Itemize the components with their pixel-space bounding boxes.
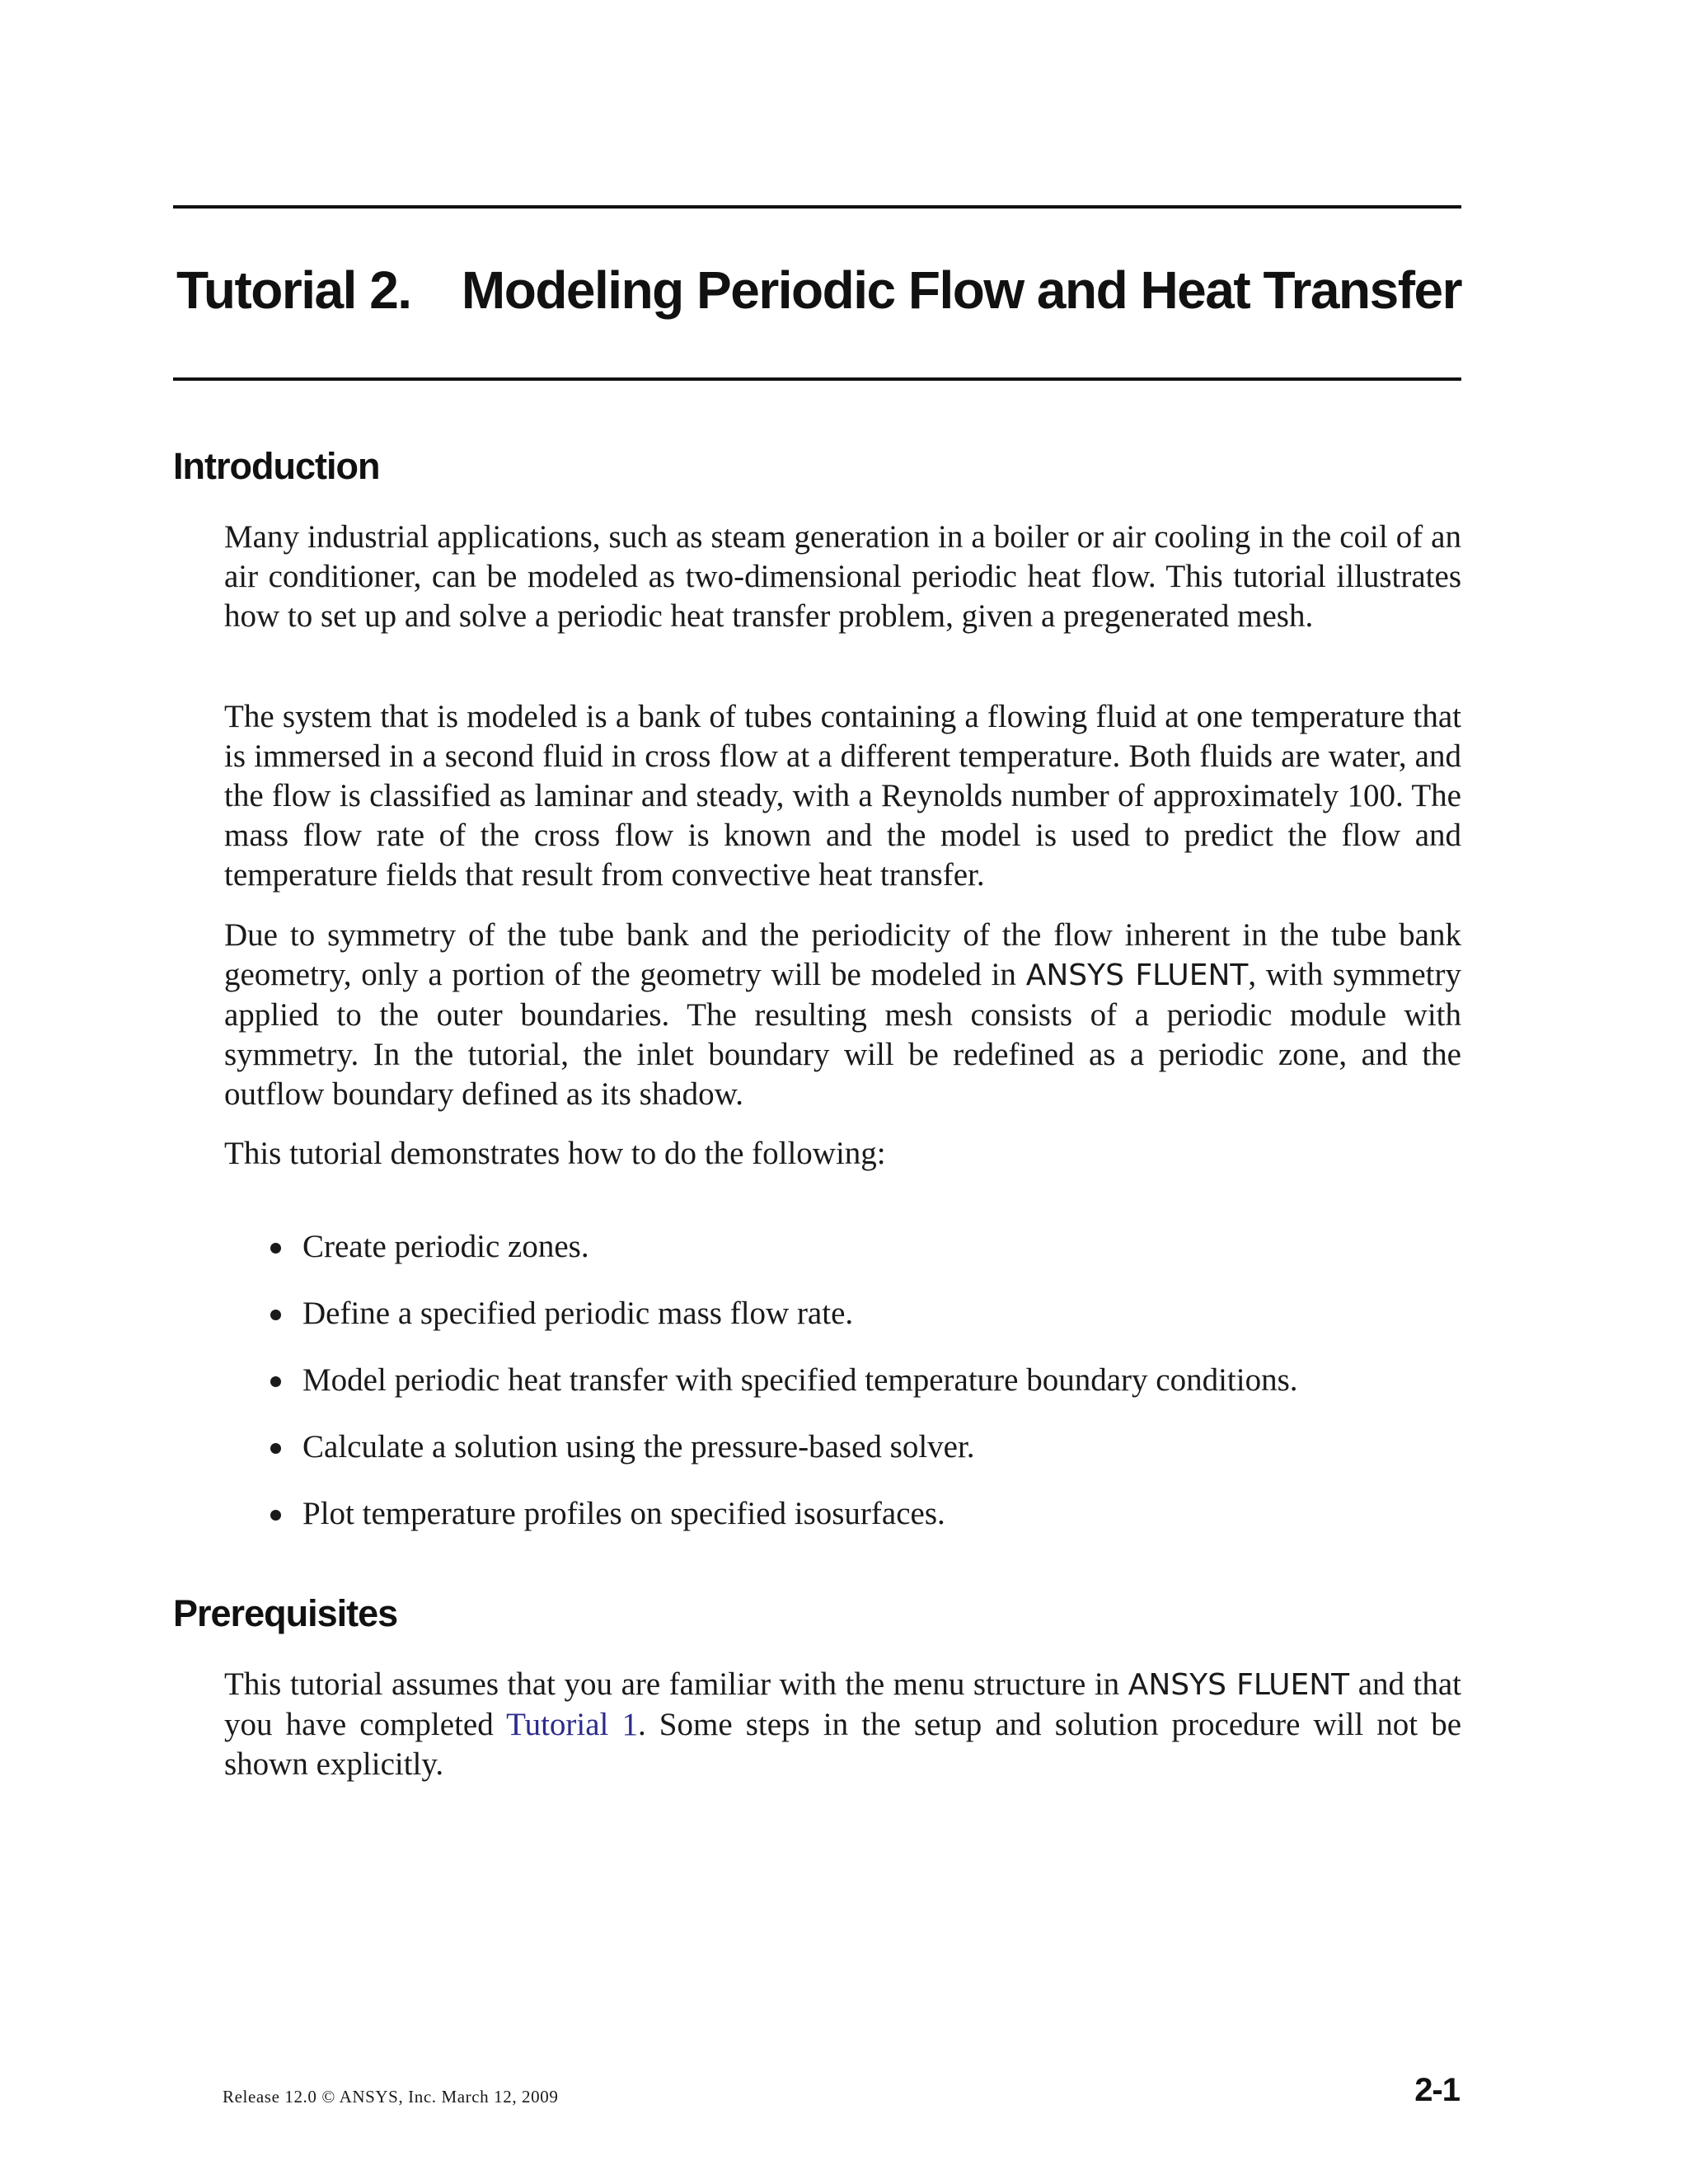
- footer-release: Release 12.0 © ANSYS, Inc. March 12, 2009: [223, 2087, 559, 2107]
- intro-paragraph-2-text: The system that is modeled is a bank of tubes containing a flowing fluid at one temperature that is immersed in a second fluid in cross flow at a different temperature. Both fluids are water, and the flow is classified as laminar and steady, with a Reynolds number of approximately 100. The mass flow rate of the cross flow is known and the model is used to predict the flow and temperature fields that result from convective heat transfer.: [224, 699, 1461, 893]
- prereq-text-before: This tutorial assumes that you are familiar with the menu structure in: [224, 1666, 1120, 1702]
- intro-paragraph-3: [224, 916, 1461, 1114]
- list-item-text: Calculate a solution using the pressure-based solver.: [302, 1429, 975, 1465]
- list-item-text: Define a specified periodic mass flow rate.: [302, 1296, 854, 1331]
- intro-paragraph-3-after: , with symmetry applied to the outer boundaries. The resulting mesh consists of a periodic module with symmetry. In the tutorial, the inlet boundary will be redefined as a periodic zone, and the outflow boundary defined as its shadow.: [224, 957, 1461, 1112]
- prerequisites-paragraph: [224, 1665, 1461, 1784]
- bullet-icon: [270, 1310, 281, 1320]
- intro-paragraph-3-text: [224, 916, 1461, 1114]
- intro-paragraph-1: [224, 518, 1461, 636]
- list-item: [265, 1427, 1298, 1494]
- page-number: 2-1: [1414, 2072, 1460, 2108]
- page-title: Modeling Periodic Flow and Heat Transfer: [461, 260, 1461, 320]
- intro-paragraph-4-text: This tutorial demonstrates how to do the following:: [224, 1136, 886, 1171]
- bullet-icon: [270, 1243, 281, 1254]
- bullet-icon: [270, 1510, 281, 1521]
- software-name: ANSYS FLUENT: [1128, 1668, 1350, 1702]
- intro-paragraph-3-before: Due to symmetry of the tube bank and the periodicity of the flow inherent in the tube bank geometry, only a portion of the geometry will be modeled in: [224, 917, 1461, 992]
- list-item: [265, 1227, 1298, 1294]
- bullet-icon: [270, 1443, 281, 1454]
- list-item: [265, 1361, 1298, 1427]
- intro-paragraph-2: [224, 697, 1461, 895]
- list-item-text: Create periodic zones.: [302, 1229, 589, 1264]
- header-bottom-rule: [173, 377, 1461, 381]
- list-item: [265, 1294, 1298, 1361]
- tutorial-number: Tutorial 2.: [176, 260, 411, 320]
- objectives-list: [265, 1227, 1298, 1561]
- prerequisites-paragraph-text: [224, 1665, 1461, 1784]
- bullet-icon: [270, 1376, 281, 1387]
- intro-paragraph-1-text: Many industrial applications, such as steam generation in a boiler or air cooling in the coil of an air conditioner, can be modeled as two-dimensional periodic heat flow. This tutorial illustrates how to set up and solve a periodic heat transfer problem, given a pregenerated mesh.: [224, 519, 1461, 634]
- prereq-text-middle: and that you have completed: [224, 1666, 1462, 1742]
- intro-paragraph-4: [224, 1134, 1461, 1174]
- prerequisites-heading: Prerequisites: [173, 1592, 398, 1634]
- introduction-heading: Introduction: [173, 445, 380, 487]
- prereq-text-after: . Some steps in the setup and solution procedure will not be shown explicitly.: [224, 1707, 1462, 1782]
- software-name: ANSYS FLUENT: [1025, 958, 1249, 992]
- list-item: [265, 1494, 1298, 1561]
- list-item-text: Plot temperature profiles on specified isosurfaces.: [302, 1496, 945, 1531]
- tutorial-1-link[interactable]: Tutorial 1: [506, 1707, 638, 1742]
- header-top-rule: [173, 205, 1461, 209]
- list-item-text: Model periodic heat transfer with specified temperature boundary conditions.: [302, 1362, 1298, 1398]
